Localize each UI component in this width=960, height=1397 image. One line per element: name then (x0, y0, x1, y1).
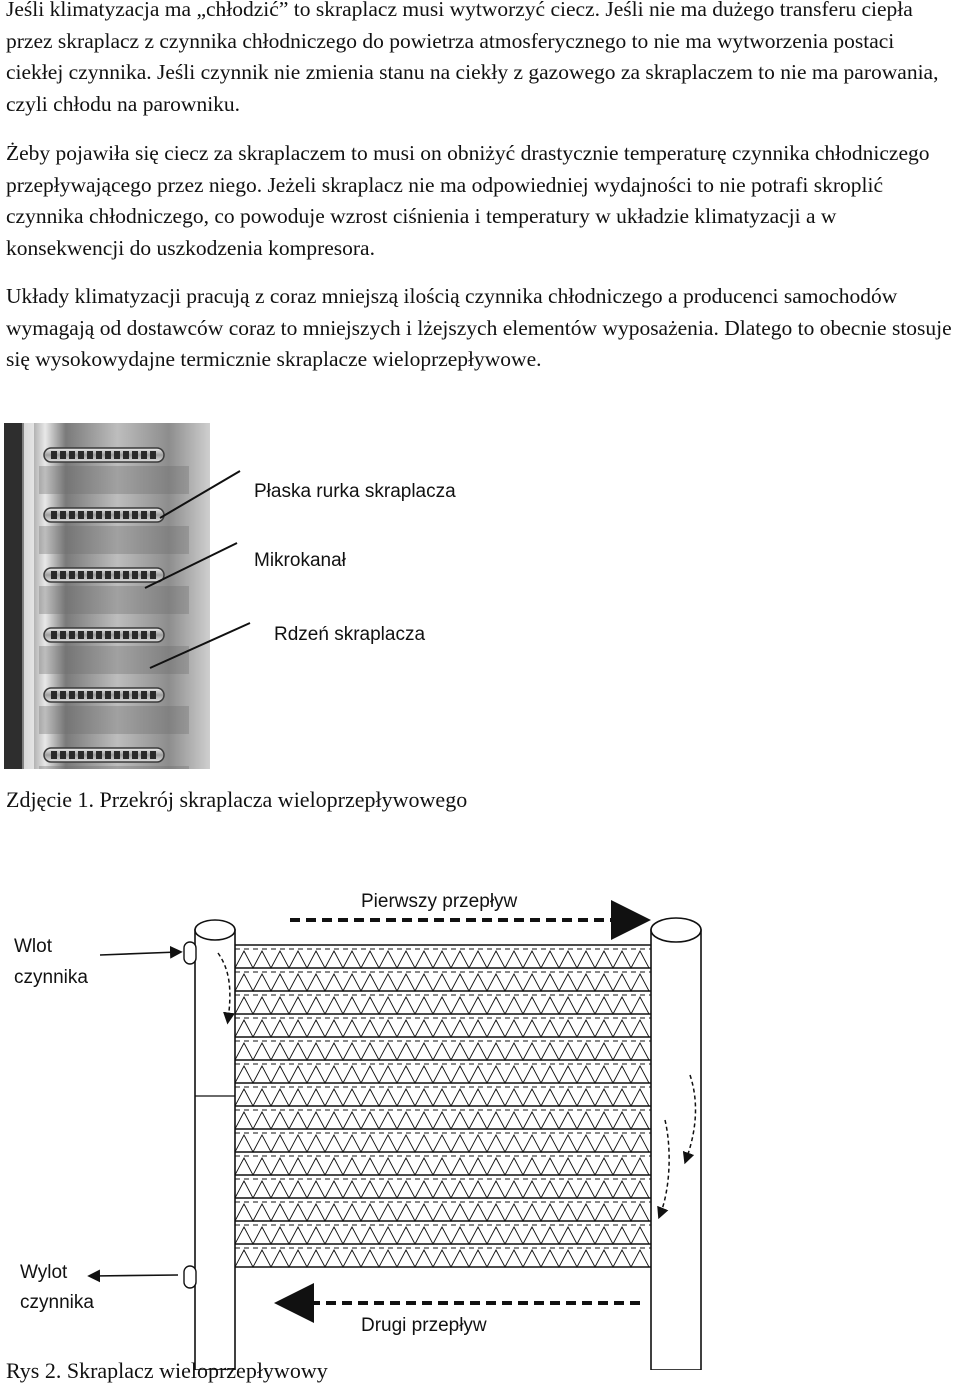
paragraph-multiflow-condensers: Układy klimatyzacji pracują z coraz mniejszą ilością czynnika chłodniczego a producenci samochodów wymagają od dostawców coraz to mniejszych i lżejszych elementów wyposażenia. Dlatego to obecnie stosuje się wysokowydajne termicznie skraplacze wieloprzepływowe. (6, 284, 952, 371)
figure2-caption: Rys 2. Skraplacz wieloprzepływowy (6, 1358, 328, 1383)
paragraph-condenser-liquid: Jeśli klimatyzacja ma „chłodzić” to skraplacz musi wytworzyć ciecz. Jeśli nie ma dużego transferu ciepła przez skraplacz z czynnika chłodniczego do powietrza atmosferycznego to nie ma wytworzenia postaci ciekłej czynnika. Jeśli czynnik nie zmienia stanu na ciekły z gazowego za skraplaczem to nie ma parowania, czyli chłodu na parowniku. (6, 0, 939, 116)
label-second-flow: Drugi przepływ (361, 1315, 487, 1336)
label-first-flow: Pierwszy przepływ (361, 891, 518, 912)
label-microchannel: Mikrokanał (254, 550, 346, 571)
photo-callouts (0, 423, 960, 769)
figure1-caption: Zdjęcie 1. Przekrój skraplacza wieloprzepływowego (6, 787, 468, 812)
label-inlet-2: czynnika (14, 967, 88, 988)
label-inlet-1: Wlot (14, 936, 52, 957)
condenser-core (235, 945, 651, 1267)
right-header (651, 918, 701, 1370)
multiflow-condenser-diagram (0, 860, 960, 1370)
label-outlet-2: czynnika (20, 1292, 94, 1313)
left-header (184, 920, 235, 1370)
paragraph-temperature-drop: Żeby pojawiła się ciecz za skraplaczem to musi on obniżyć drastycznie temperaturę czynnika chłodniczego przepływającego przez niego. Jeżeli skraplacz nie ma odpowiedniej wydajności to nie potrafi skroplić czynnika chłodniczego, co powoduje wzrost ciśnienia i temperatury w układzie klimatyzacji a w konsekwencji do uszkodzenia kompresora. (6, 141, 930, 260)
label-outlet-1: Wylot (20, 1262, 68, 1283)
label-flat-tube: Płaska rurka skraplacza (254, 481, 456, 502)
label-core: Rdzeń skraplacza (274, 624, 426, 645)
